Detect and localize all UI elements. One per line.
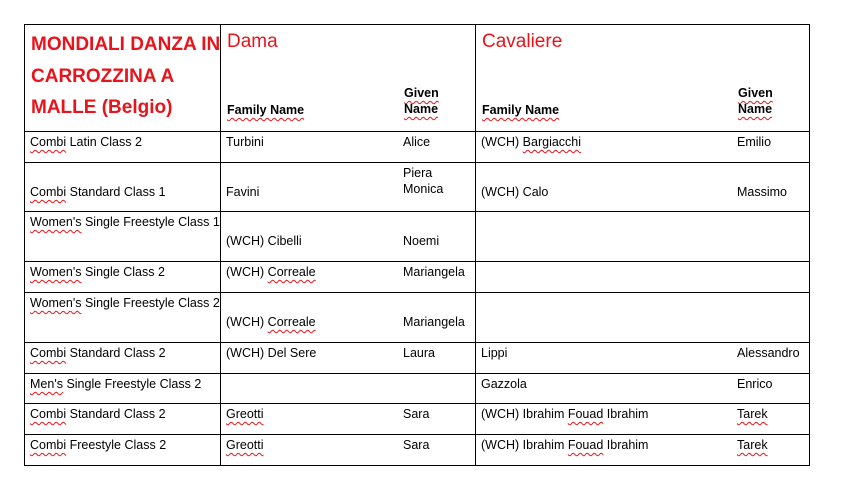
cavaliere-given-header: Given Name [738,86,773,116]
dama-given-cell: Alice [403,135,431,149]
dama-family-cell: (WCH) Correale [226,265,316,279]
dama-given-header: Given Name [404,86,439,116]
table-row [25,163,810,212]
cavaliere-family-cell: Gazzola [481,377,527,391]
dama-given-cell: Noemi [403,234,440,248]
cavaliere-given-cell: Alessandro [737,346,800,360]
dama-family-cell: Turbini [226,135,264,149]
cavaliere-section-title: Cavaliere [482,31,563,52]
dama-given-cell: Piera Monica [403,166,444,196]
dama-family-cell: Greotti [226,407,264,421]
dama-given-cell: Sara [403,407,430,421]
dama-family-cell: (WCH) Del Sere [226,346,317,360]
dama-given-cell: Laura [403,346,435,360]
table-row [25,435,810,466]
cavaliere-given-cell: Massimo [737,185,788,199]
cavaliere-family-cell: (WCH) Ibrahim Fouad Ibrahim [481,438,649,452]
table-row [25,212,810,262]
category-cell: Women's Single Freestyle Class 2 [30,296,220,310]
dama-family-cell: (WCH) Cibelli [226,234,302,248]
category-cell: Combi Latin Class 2 [30,135,142,149]
category-cell: Combi Standard Class 2 [30,346,166,360]
cavaliere-given-cell: Emilio [737,135,772,149]
table-row [25,343,810,374]
dama-given-cell: Mariangela [403,265,465,279]
cavaliere-family-header: Family Name [482,103,560,117]
dama-family-cell: Greotti [226,438,264,452]
category-cell: Women's Single Freestyle Class 1 [30,215,220,229]
cavaliere-family-cell: (WCH) Ibrahim Fouad Ibrahim [481,407,649,421]
category-cell: Combi Standard Class 1 [30,185,166,199]
cavaliere-family-cell: (WCH) Calo [481,185,549,199]
dama-section-title: Dama [227,31,278,52]
dama-family-cell: (WCH) Correale [226,315,316,329]
category-cell: Men's Single Freestyle Class 2 [30,377,202,391]
header-row [25,25,810,132]
dama-family-header: Family Name [227,103,305,117]
category-cell: Combi Freestyle Class 2 [30,438,167,452]
category-cell: Women's Single Class 2 [30,265,165,279]
document-title: MONDIALI DANZA IN CARROZZINA A MALLE (Belgio) [31,34,221,118]
category-cell: Combi Standard Class 2 [30,407,166,421]
cavaliere-given-cell: Enrico [737,377,773,391]
dama-given-cell: Mariangela [403,315,465,329]
dama-family-cell: Favini [226,185,260,199]
dama-given-cell: Sara [403,438,430,452]
table-row [25,374,810,404]
cavaliere-given-cell: Tarek [737,438,768,452]
title-cell [25,25,221,132]
cavaliere-given-cell: Tarek [737,407,768,421]
table-row [25,404,810,435]
table-row [25,262,810,293]
table-row [25,132,810,163]
cavaliere-header-cell [476,25,810,132]
table-row [25,293,810,343]
cavaliere-family-cell: Lippi [481,346,508,360]
dama-header-cell [221,25,476,132]
results-table [24,24,810,466]
cavaliere-family-cell: (WCH) Bargiacchi [481,135,582,149]
